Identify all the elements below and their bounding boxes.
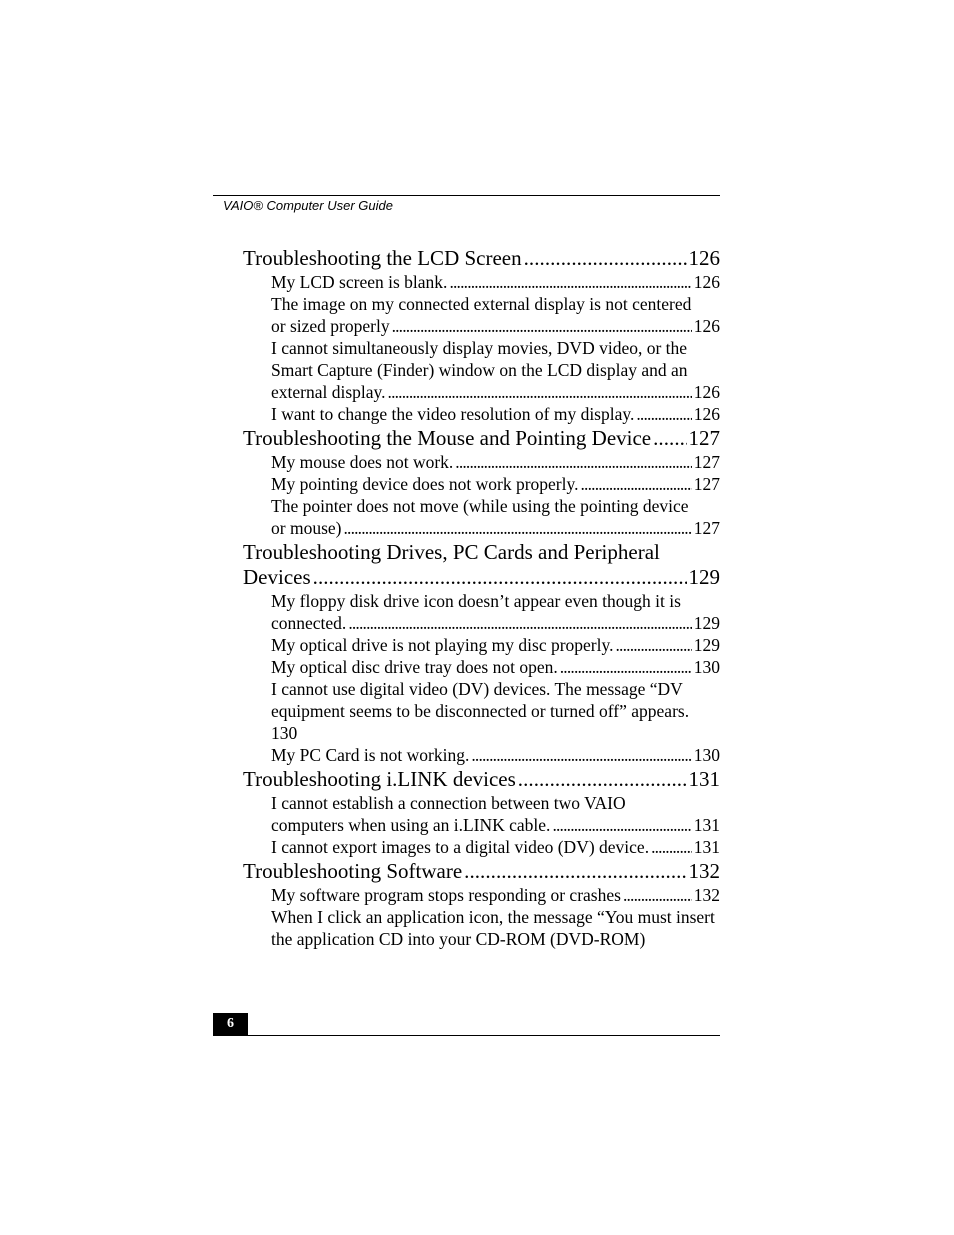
dot-leader [581, 473, 692, 495]
toc-item-text: My optical disc drive tray does not open. [271, 657, 558, 677]
toc-section-title: Troubleshooting Software [243, 859, 463, 883]
toc-item[interactable] [271, 906, 720, 950]
toc-section-title: Troubleshooting i.LINK devices [243, 767, 516, 791]
dot-leader [392, 315, 692, 337]
dot-leader [560, 656, 692, 678]
dot-leader [313, 565, 687, 590]
header-rule [213, 195, 720, 196]
page-number: 131 [688, 767, 720, 791]
dot-leader [651, 836, 692, 858]
page-number: 132 [693, 885, 720, 905]
dot-leader [616, 634, 692, 656]
toc-item-text: When I click an application icon, the message “You must insert the application CD into your CD-ROM (DVD-ROM) [271, 907, 715, 949]
toc-section-lcd[interactable] [243, 246, 720, 271]
page-number: 126 [688, 246, 720, 270]
toc-item[interactable] [271, 337, 720, 403]
toc-section-title: Troubleshooting the LCD Screen [243, 246, 522, 270]
page-number-tab: 6 [213, 1013, 248, 1035]
toc-section-title: Troubleshooting the Mouse and Pointing Device [243, 426, 652, 450]
dot-leader [449, 271, 691, 293]
footer-rule [213, 1035, 720, 1036]
page-number: 126 [693, 404, 720, 424]
toc-item[interactable] [271, 451, 720, 473]
toc-item[interactable] [271, 634, 720, 656]
dot-leader [552, 814, 691, 836]
dot-leader [653, 426, 686, 451]
toc-item[interactable] [271, 792, 720, 836]
page-number: 131 [693, 815, 720, 835]
toc-section-ilink[interactable] [243, 767, 720, 792]
toc-item-text: My mouse does not work. [271, 452, 454, 472]
dot-leader [518, 767, 687, 792]
page-number: 127 [693, 518, 720, 538]
toc-item-text: or sized properly [271, 316, 390, 336]
page-number: 132 [688, 859, 720, 883]
toc-item[interactable] [271, 271, 720, 293]
page-number: 130 [693, 745, 720, 765]
toc-item-text: I cannot use digital video (DV) devices. The message “DV equipment seems to be disconnected or turned off” appears. [271, 679, 690, 721]
toc-item-text: My pointing device does not work properly. [271, 474, 579, 494]
toc-item-text: The image on my connected external display is not centered [271, 294, 692, 314]
toc-item[interactable] [271, 473, 720, 495]
page-number: 130 [271, 723, 298, 743]
toc-section-drives[interactable] [243, 540, 720, 590]
toc-item[interactable] [271, 744, 720, 766]
page-number: 127 [693, 474, 720, 494]
toc-section-mouse[interactable] [243, 426, 720, 451]
toc-item-text: My PC Card is not working. [271, 745, 470, 765]
toc-item-text: I cannot export images to a digital video (DV) device. [271, 837, 650, 857]
dot-leader [524, 246, 687, 271]
toc-item[interactable] [271, 656, 720, 678]
dot-leader [348, 612, 691, 634]
page-number: 129 [688, 565, 720, 589]
dot-leader [623, 884, 692, 906]
toc-item-text: I cannot simultaneously display movies, DVD video, or the Smart Capture (Finder) window on the LCD display and an [271, 338, 688, 380]
page-number: 127 [693, 452, 720, 472]
toc-item[interactable] [271, 293, 720, 337]
toc-item[interactable] [271, 403, 720, 425]
toc-item-text: My software program stops responding or crashes [271, 885, 621, 905]
toc-section-title: Troubleshooting Drives, PC Cards and Peripheral [243, 540, 660, 564]
dot-leader [636, 403, 691, 425]
page-number: 129 [693, 635, 720, 655]
dot-leader [388, 381, 692, 403]
toc-item-text: connected. [271, 613, 347, 633]
toc-item-text: My floppy disk drive icon doesn’t appear even though it is [271, 591, 681, 611]
page-number: 126 [693, 382, 720, 402]
toc-item[interactable] [271, 495, 720, 539]
toc-item-text: I want to change the video resolution of my display. [271, 404, 635, 424]
toc-item-text: external display. [271, 382, 386, 402]
dot-leader [455, 451, 691, 473]
toc-item-text: My optical drive is not playing my disc properly. [271, 635, 614, 655]
dot-leader [343, 517, 691, 539]
toc-item[interactable] [271, 884, 720, 906]
page-number: 130 [693, 657, 720, 677]
running-head: VAIO® Computer User Guide [223, 198, 393, 213]
table-of-contents [243, 246, 720, 950]
page-number: 126 [693, 272, 720, 292]
toc-item-text: or mouse) [271, 518, 342, 538]
toc-section-title: Devices [243, 565, 311, 589]
toc-item-text: My LCD screen is blank. [271, 272, 448, 292]
toc-item-text: The pointer does not move (while using the pointing device [271, 496, 689, 516]
toc-item-text: computers when using an i.LINK cable. [271, 815, 551, 835]
toc-section-software[interactable] [243, 859, 720, 884]
page-number: 126 [693, 316, 720, 336]
toc-item[interactable] [271, 590, 720, 634]
toc-item-text: I cannot establish a connection between two VAIO [271, 793, 626, 813]
toc-item[interactable] [271, 678, 720, 744]
page-number: 131 [693, 837, 720, 857]
dot-leader [471, 744, 691, 766]
dot-leader [464, 859, 686, 884]
toc-item[interactable] [271, 836, 720, 858]
page-number: 127 [688, 426, 720, 450]
page-number: 129 [693, 613, 720, 633]
